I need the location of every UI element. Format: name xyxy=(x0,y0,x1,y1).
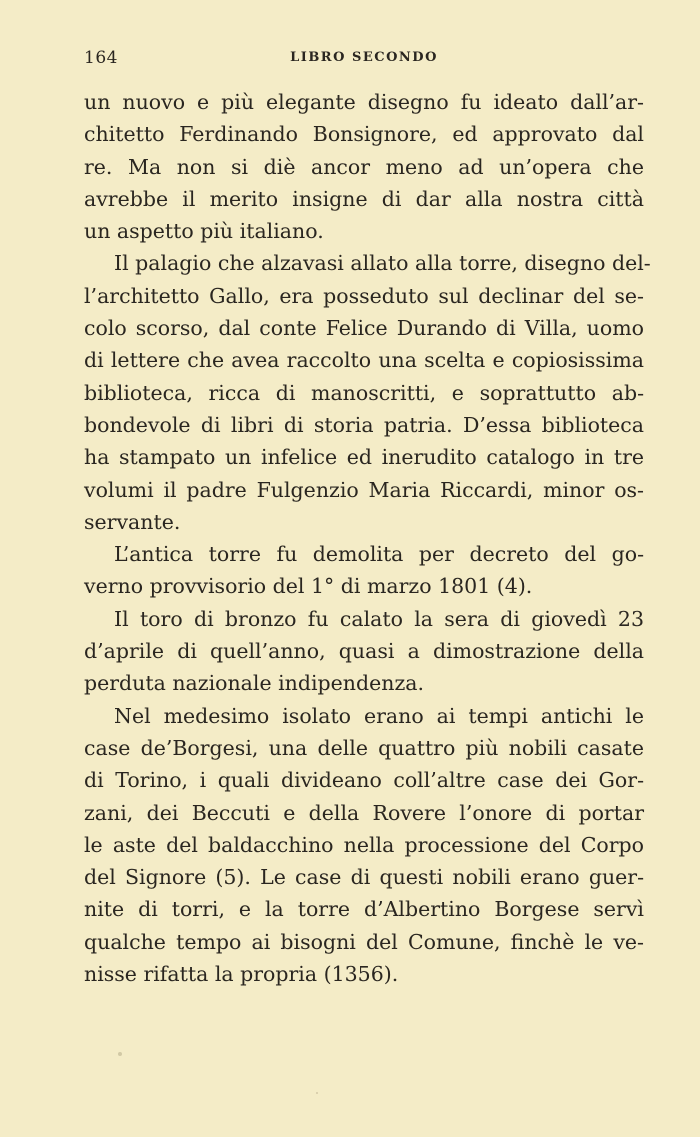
paper-speck xyxy=(316,1092,318,1094)
text-line: zani, dei Beccuti e della Rovere l’onore di portar xyxy=(84,800,644,825)
text-line: perduta nazionale indipendenza. xyxy=(84,671,425,696)
text-line: servante. xyxy=(84,509,181,534)
text-line: nite di torri, e la torre d’Albertino Borgese servì xyxy=(84,897,644,922)
page-number: 164 xyxy=(84,48,118,68)
text-line: biblioteca, ricca di manoscritti, e soprattutto ab- xyxy=(84,380,644,405)
text-line: Il toro di bronzo fu calato la sera di giovedì 23 xyxy=(114,606,644,631)
text-line: di Torino, i quali divideano coll’altre case dei Gor- xyxy=(84,768,644,793)
running-head xyxy=(84,48,644,72)
text-line: nisse rifatta la propria (1356). xyxy=(84,962,399,987)
text-line: l’architetto Gallo, era posseduto sul declinar del se- xyxy=(84,283,644,308)
text-line: re. Ma non si diè ancor meno ad un’opera che xyxy=(84,154,644,179)
text-line: qualche tempo ai bisogni del Comune, finchè le ve- xyxy=(84,929,644,954)
paper-speck xyxy=(118,1052,122,1056)
text-line: del Signore (5). Le case di questi nobili erano guer- xyxy=(84,865,644,890)
text-line: bondevole di libri di storia patria. D’essa biblioteca xyxy=(84,412,644,437)
running-title: LIBRO SECONDO xyxy=(290,50,438,65)
text-line: d’aprile di quell’anno, quasi a dimostrazione della xyxy=(84,639,644,664)
text-line: Il palagio che alzavasi allato alla torre, disegno del- xyxy=(114,251,651,276)
text-line: colo scorso, dal conte Felice Durando di Villa, uomo xyxy=(84,316,644,341)
text-line: volumi il padre Fulgenzio Maria Riccardi, minor os- xyxy=(84,477,644,502)
text-line: Nel medesimo isolato erano ai tempi antichi le xyxy=(114,703,644,728)
text-line: chitetto Ferdinando Bonsignore, ed approvato dal xyxy=(84,122,644,147)
text-line: L’antica torre fu demolita per decreto del go- xyxy=(114,542,644,567)
text-line: verno provvisorio del 1° di marzo 1801 (4). xyxy=(84,574,533,599)
text-line: avrebbe il merito insigne di dar alla nostra città xyxy=(84,186,644,211)
text-line: un aspetto più italiano. xyxy=(84,219,324,244)
text-line: un nuovo e più elegante disegno fu ideato dall’ar- xyxy=(84,90,644,114)
text-line: le aste del baldacchino nella processione del Corpo xyxy=(84,832,644,857)
text-line: di lettere che avea raccolto una scelta e copiosissima xyxy=(84,348,644,373)
text-line: case de’Borgesi, una delle quattro più nobili casate xyxy=(84,735,644,760)
text-line: ha stampato un infelice ed inerudito catalogo in tre xyxy=(84,445,644,470)
body-text xyxy=(84,86,651,990)
